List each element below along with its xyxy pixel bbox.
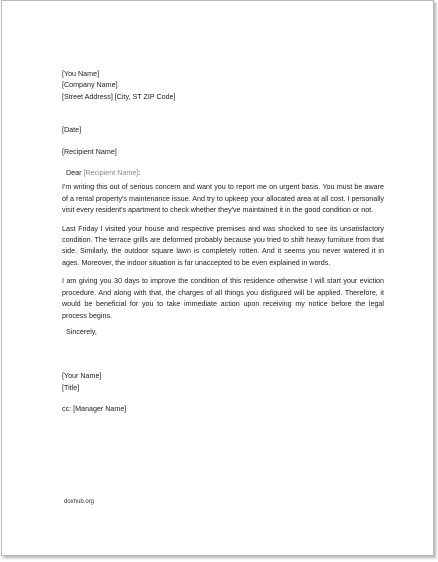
sender-block — [62, 69, 384, 103]
salutation-name: [Recipient Name] — [83, 169, 139, 178]
body-paragraph-3: I am giving you 30 days to improve the condition of this residence otherwise I will start your eviction procedure. And along with that, the charges of all things you disfigured will be applied. Therefore, it would be beneficial for you to take immediate action upon receiving my notice before the legal process begins. — [62, 277, 384, 320]
sender-address: [Street Address] [City, ST ZIP Code] — [62, 92, 176, 101]
recipient-block — [62, 147, 384, 158]
letter-page — [1, 0, 434, 556]
salutation — [62, 168, 384, 179]
salutation-prefix: Dear — [66, 169, 84, 178]
recipient-name: [Recipient Name] — [62, 147, 117, 156]
body-paragraph-1: I'm writing this out of serious concern and want you to report me on urgent basis. You must be aware of a rental property's maintenance issue. And try to upkeep your allocated area at all cost. I personally visit every resident's apartment to check whether they've maintained it in the good condition or not. — [62, 183, 384, 215]
closing-block — [62, 327, 384, 338]
signature-block — [62, 371, 384, 394]
body-paragraph-2: Last Friday I visited your house and respective premises and was shocked to see its unsatisfactory condition. The terrace grills are deformed probably because you tried to shift heavy furniture from that side. Similarly, the outdoor square lawn is completely rotten. And it seems you never watered it in ages. Moreover, the indoor situation is far unaccepted to be even explained in words. — [62, 224, 384, 267]
cc-line: cc: [Manager Name] — [62, 405, 127, 414]
letter-content — [62, 69, 384, 416]
footer-watermark: doxhub.org — [64, 499, 95, 505]
cc-block — [62, 404, 384, 415]
salutation-suffix: : — [138, 169, 141, 178]
sender-name: [You Name] — [62, 70, 100, 78]
letter-date: [Date] — [62, 126, 82, 135]
closing: Sincerely, — [66, 327, 97, 336]
signature-title: [Title] — [62, 383, 80, 392]
signature-name: [Your Name] — [62, 372, 102, 381]
sender-company: [Company Name] — [62, 81, 118, 90]
date-block — [62, 125, 384, 136]
